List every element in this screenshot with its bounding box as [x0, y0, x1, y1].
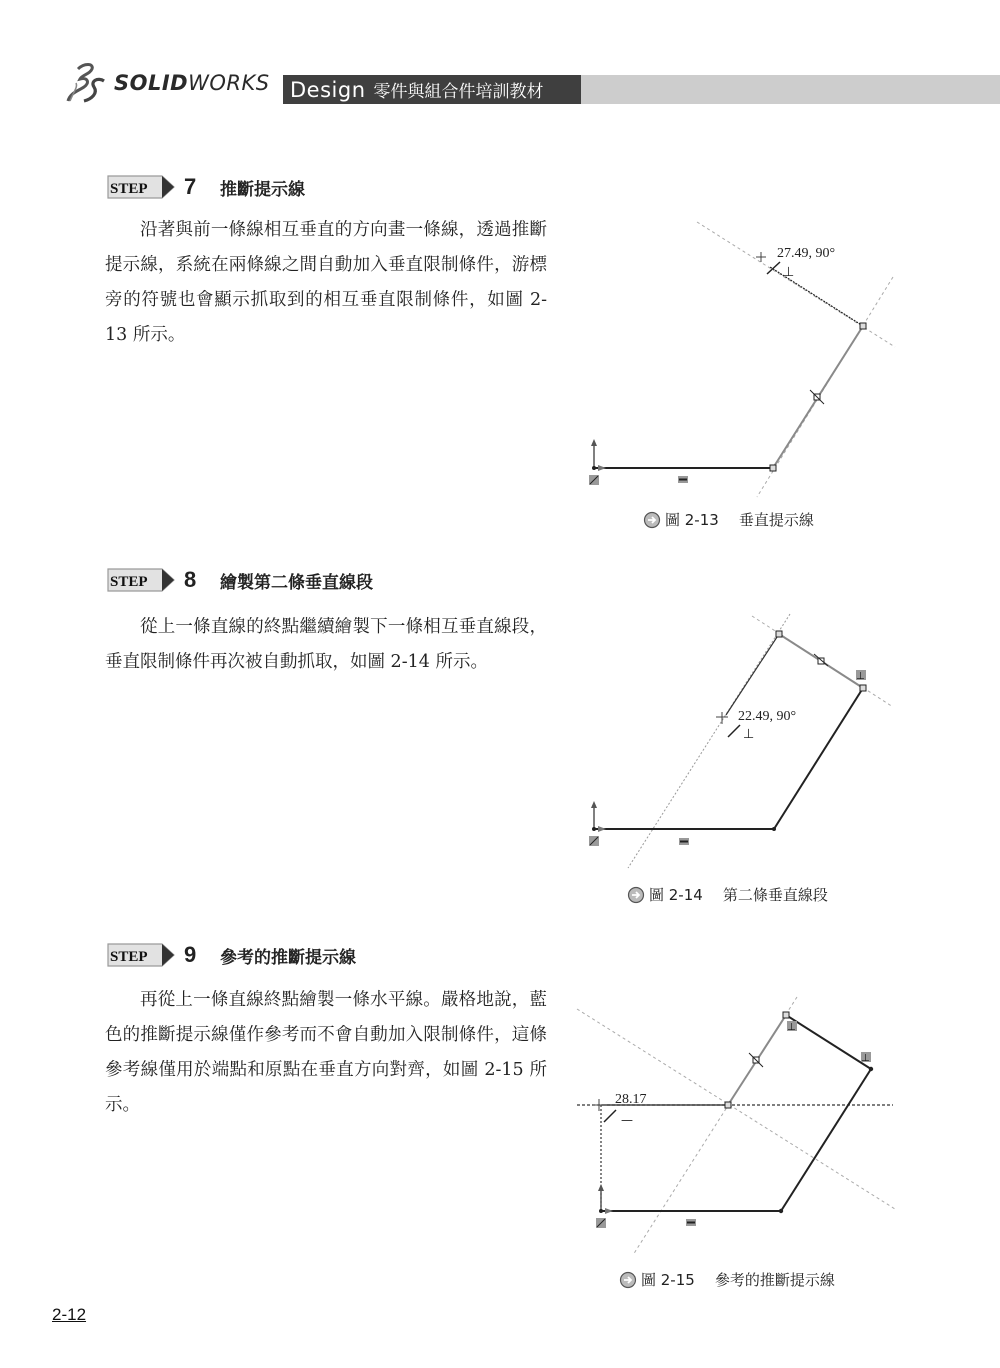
svg-text:STEP: STEP	[110, 181, 148, 197]
step-title: 推斷提示線	[220, 179, 305, 200]
figure-caption-text: 參考的推斷提示線	[714, 1271, 835, 1289]
step-9-paragraph: 再從上一條直線終點繪製一條水平線。嚴格地說，藍色的推斷提示線僅作參考而不會自動加入限制條件，這條參考線僅用於端點和原點在垂直方向對齊，如圖 2-15 所示。	[105, 990, 547, 1115]
svg-text:—: —	[621, 1113, 633, 1127]
step-8-heading	[106, 565, 373, 595]
step-badge-icon	[106, 173, 176, 201]
svg-text:STEP: STEP	[110, 949, 148, 965]
svg-text:⊥: ⊥	[787, 1022, 796, 1033]
header-filler-bar	[581, 75, 1000, 104]
book-title-en: Design	[290, 77, 366, 102]
step-7-paragraph: 沿著與前一條線相互垂直的方向畫一條線，透過推斷提示線，系統在兩條線之間自動加入垂直限制條件，游標旁的符號也會顯示抓取到的相互垂直限制條件，如圖 2-13 所示。	[105, 220, 547, 345]
svg-text:⊥: ⊥	[861, 1053, 870, 1064]
step-number: 8	[184, 567, 197, 592]
step-title: 參考的推斷提示線	[220, 947, 356, 968]
svg-text:STEP: STEP	[110, 574, 148, 590]
figure-2-14-caption	[627, 884, 828, 905]
step-badge-icon	[106, 941, 176, 969]
arrow-circle-icon	[643, 511, 661, 529]
figure-2-15	[575, 995, 900, 1260]
step-9-heading	[106, 940, 356, 970]
svg-text:⊥: ⊥	[783, 265, 795, 280]
step-badge-icon	[106, 566, 176, 594]
figure-2-13	[580, 210, 900, 500]
step-8-paragraph: 從上一條直線的終點繼續繪製下一條相互垂直線段，垂直限制條件再次被自動抓取，如圖 2-14 所示。	[105, 617, 547, 672]
book-title-zh: 零件與組合件培訓教材	[373, 82, 544, 102]
ds-logo-icon	[64, 61, 112, 105]
figure-2-14	[580, 610, 900, 880]
step-number: 9	[184, 942, 197, 967]
figure-caption-text: 第二條垂直線段	[722, 886, 828, 904]
step-title: 繪製第二條垂直線段	[220, 572, 373, 593]
logo-wordmark: SOLIDWORKS	[114, 71, 270, 95]
svg-text:28.17: 28.17	[615, 1092, 647, 1107]
figure-2-13-caption	[643, 509, 814, 530]
figure-label: 圖 2-15	[641, 1271, 695, 1289]
step-7-heading	[106, 172, 305, 202]
page-number: 2-12	[52, 1305, 87, 1324]
arrow-circle-icon	[619, 1271, 637, 1289]
figure-2-15-caption	[619, 1269, 835, 1290]
figure-label: 圖 2-14	[649, 886, 703, 904]
step-number: 7	[184, 174, 197, 199]
solidworks-logo	[64, 60, 270, 106]
svg-text:⊥: ⊥	[743, 727, 755, 742]
figure-caption-text: 垂直提示線	[738, 511, 814, 529]
arrow-circle-icon	[627, 886, 645, 904]
book-title-bar	[283, 75, 581, 104]
book-header	[0, 60, 1000, 106]
svg-text:⊥: ⊥	[856, 671, 865, 682]
svg-text:22.49, 90°: 22.49, 90°	[738, 709, 797, 724]
figure-label: 圖 2-13	[665, 511, 719, 529]
svg-text:27.49, 90°: 27.49, 90°	[777, 246, 836, 261]
